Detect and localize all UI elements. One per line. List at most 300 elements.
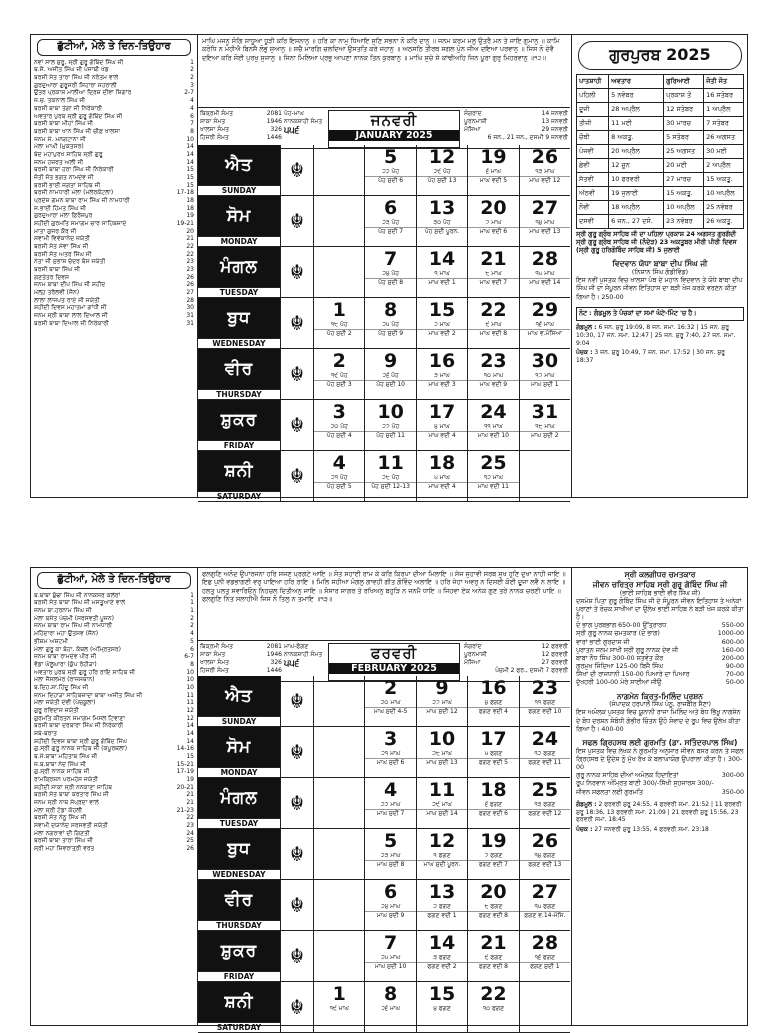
weekday-english: SUNDAY xyxy=(198,716,280,726)
event-date: 25 xyxy=(186,837,194,845)
event-name: ਸ਼ਹੀਦੀ ਦਿਵਸ ਬਾਬਾ ਸ੍ਰੀ ਗੁਰੂ ਗੋਬਿੰਦ ਸਿੰਘ xyxy=(34,737,127,745)
event-name: ਭੀਸ਼ਮ ਅਸ਼ਟਮੀ xyxy=(34,637,69,645)
gurpurab-table xyxy=(576,74,744,229)
desi-date: ੨੫ ਪੋਹ xyxy=(382,321,399,328)
event-name: ਗੁਰਦੁਆਰਾ ਮੇਲਾ ਫ਼ਿਰੋਜ਼ਪੁਰ xyxy=(34,212,93,220)
special-date-value: 29 ਜਨਵਰੀ xyxy=(541,126,568,133)
event-item xyxy=(31,89,197,97)
desi-date: ੧੬ ਮਾਘ xyxy=(535,321,554,328)
event-name: ਜਨਮ ਦਿਹਾੜਾ ਸਾਹਿਬਜ਼ਾਦਾ ਬਾਬਾ ਅਜੀਤ ਸਿੰਘ ਜੀ xyxy=(34,691,143,699)
panchak-times: 27 ਜਨਵਰੀ ਸ਼ੁਰੂ 13:55, 4 ਫਰਵਰੀ ਸਮਾ. 23:18 xyxy=(594,826,709,834)
gregorian-date: 15 xyxy=(428,299,456,321)
table-cell: ਦੂਜੀ xyxy=(577,102,609,116)
lunar-date: ਪੋਹ ਸੁਦੀ 13 xyxy=(417,176,467,185)
desi-date: ੨੪ ਪੋਹ xyxy=(382,270,399,277)
lunar-date: ਪੋਹ ਸੁਦੀ ਪੂਰਨ. xyxy=(417,227,467,236)
week-day-row xyxy=(198,451,570,502)
gregorian-date: 1 xyxy=(332,299,346,321)
event-date: 21-23 xyxy=(176,806,194,814)
event-item xyxy=(31,661,197,669)
event-date: 18 xyxy=(186,196,194,204)
samvat-year: 326 xyxy=(270,126,282,133)
event-name: ਬਰਸੀ ਬਾਬਾ ਦਰਬਾਰਾ ਸਿੰਘ ਜੀ ਨਿਰੰਕਾਰੀ xyxy=(34,722,124,730)
event-date: 14 xyxy=(186,737,194,745)
event-name: ਬਰਸੀ ਬਾਬਾ ਤਾਰਾ ਸਿੰਘ ਜੀ xyxy=(34,837,93,845)
weekday-english: THURSDAY xyxy=(198,389,280,399)
event-date: 14 xyxy=(186,729,194,737)
event-item xyxy=(31,768,197,776)
event-date: 10 xyxy=(186,135,194,143)
date-cell xyxy=(520,931,570,981)
gregorian-date: 9 xyxy=(383,350,398,372)
event-date: 6 xyxy=(190,112,194,120)
event-date: 15 xyxy=(186,181,194,189)
samvat-row xyxy=(200,126,282,134)
khanda-icon: ☬ xyxy=(281,931,314,981)
desi-date: ੯ ਫਗਣ xyxy=(484,954,503,961)
lunar-date: ਮਾਘ ਸੁਦੀ 14 xyxy=(417,809,467,818)
table-cell: ਚੌਥੀ xyxy=(577,130,609,144)
desi-date: ੨੧ ਪੋਹ xyxy=(330,474,348,481)
table-cell: ਨੌਵੀਂ xyxy=(577,200,609,214)
lunar-date: ਮਾਘ ਸੁਦੀ 9 xyxy=(365,911,415,920)
gregorian-date: 3 xyxy=(383,728,398,750)
event-item xyxy=(31,174,197,182)
event-name: ਬਰਸੀ ਸੰਤ ਨੰਨੂ ਸਿੰਘ ਜੀ xyxy=(34,814,87,822)
table-cell: ਪਹਿਲੀ xyxy=(577,88,609,102)
date-cell xyxy=(520,196,570,246)
month-range-box xyxy=(284,643,328,669)
event-item xyxy=(31,97,197,105)
event-date: 12 xyxy=(186,714,194,722)
event-date: 21 xyxy=(186,235,194,243)
special-date-row xyxy=(464,110,568,118)
lunar-date: ਫਗਣ ਵਦੀ 11 xyxy=(520,758,570,767)
event-name: ਪ੍ਰਦੇਸ਼ ਗਮਨ ਬਾਬਾ ਰਾਮ ਸਿੰਘ ਜੀ ਨਾਮਧਾਰੀ xyxy=(34,196,130,204)
lunar-date: ਮਾਘ ਵਦੀ 13 xyxy=(520,227,570,236)
event-item xyxy=(31,761,197,769)
table-row xyxy=(577,158,744,172)
table-cell: 25 ਨਵੰਬਰ xyxy=(704,200,744,214)
event-date: 22 xyxy=(186,814,194,822)
event-item xyxy=(31,646,197,654)
event-name: ਬਰਸੀ ਬਾਬਾ ਸਿੰਘ ਜੀ xyxy=(34,265,81,273)
event-name: ਬੰਦ ਮਹਾਪੁਰਖ ਸਾਹਿਬ ਸ੍ਰੀ ਗੁਰੂ xyxy=(34,150,103,158)
event-item xyxy=(31,730,197,738)
date-cell xyxy=(520,400,570,450)
weekday-label xyxy=(198,727,281,777)
month-range-box xyxy=(284,110,328,136)
gregorian-date: 4 xyxy=(383,779,398,801)
book-name: ਦੁੱਖਹਰੀ 100-00 ਮੇਰੇ ਸਾਈਆਂ ਜੀਉ xyxy=(576,679,662,687)
special-date-row xyxy=(464,659,568,667)
event-name: ਸ਼ਹੀਦੀ ਗੁਰਮਤਿ ਸਮਾਗਮ ਚਾਰ ਸਾਹਿਬਜ਼ਾਦੇ xyxy=(34,219,127,227)
gurpurab-note: ਸ੍ਰੀ ਗੁਰੂ ਗ੍ਰੰਥ ਸਾਹਿਬ ਜੀ ਦਾ ਪਹਿਲਾ ਪ੍ਰਕਾਸ਼ 24 ਅਗਸਤ ਗੁਰਗੱਦੀ ਸ੍ਰੀ ਗੁਰੂ ਗ੍ਰੰਥ ਸਾਹਿਬ ਜੀ (ਨੰਦੇੜ) 23 ਅਕਤੂਬਰ ਮੀਰੀ ਪੀਰੀ ਦਿਵਸ (ਸ੍ਰੀ ਗੁਰੂ ਹਰਿਗੋਬਿੰਦ ਸਾਹਿਬ ਜੀ) 5 ਜੁਲਾਈ xyxy=(576,230,737,255)
event-name: ਨੇਤਾ ਜੀ ਸੁਭਾਸ਼ ਚੰਦਰ ਬੋਸ ਜਯੰਤੀ xyxy=(34,258,106,266)
date-cell xyxy=(468,931,519,981)
samvat-row xyxy=(200,134,282,142)
gandmool-label: ਗੰਡਮੂਲ : xyxy=(576,800,597,808)
event-item xyxy=(31,166,197,174)
table-cell: ਪ੍ਰਕਾਸ਼ ਤੋਂ xyxy=(664,88,704,102)
lunar-date: ਫਗਣ ਵਦੀ 12 xyxy=(520,809,570,818)
book-price: 300-00 xyxy=(721,772,744,780)
date-cell xyxy=(365,727,416,777)
gregorian-date: 7 xyxy=(383,248,398,270)
event-name: ਮੇਲਾ ਸ੍ਰੀ ਟੋਡਾ ਕੋਹਲੀ xyxy=(34,806,83,814)
lunar-date: ਮਾਘ ਸੁਦੀ 4-5 xyxy=(365,707,415,716)
date-cell xyxy=(468,400,519,450)
date-cell xyxy=(520,982,570,1032)
book-price: 90-00 xyxy=(725,663,744,671)
gregorian-date: 6 xyxy=(383,197,398,219)
event-date: 21 xyxy=(186,798,194,806)
date-cell xyxy=(468,676,519,726)
price-row xyxy=(576,639,744,647)
event-date: 4 xyxy=(190,104,194,112)
table-cell: 12 ਸਤੰਬਰ xyxy=(664,102,704,116)
date-cell xyxy=(520,727,570,777)
event-date: 19 xyxy=(186,212,194,220)
date-cell xyxy=(417,676,468,726)
khanda-icon: ☬ xyxy=(281,982,314,1032)
special-date-value: 12 ਫਰਵਰੀ xyxy=(541,643,568,650)
lunar-date: ਮਾਘ ਵਦੀ 8 xyxy=(468,329,518,338)
event-item xyxy=(31,738,197,746)
desi-date: ੨੯ ਮਾਘ xyxy=(432,801,452,808)
week-day-row xyxy=(198,880,570,931)
event-name: ਬ.ਸੈ. ਅਜੀਤ ਸਿੰਘ ਜੀ ਪੰਜਾਬੀ ਖੇਡ xyxy=(34,66,109,74)
date-cell xyxy=(314,880,365,930)
desi-date: ੨ ਮਾਘ xyxy=(434,321,450,328)
month-title xyxy=(328,110,460,148)
event-date: 6-7 xyxy=(184,653,194,661)
date-cell xyxy=(365,676,416,726)
table-cell: 10 ਫਰਵਰੀ xyxy=(609,172,664,186)
khanda-icon: ☬ xyxy=(281,349,314,399)
book-price: 550-00 xyxy=(721,622,744,630)
lunar-date: ਪੋਹ ਸੁਦੀ 2 xyxy=(314,329,364,338)
event-name: ਜਨਮ ਸੰ. ਮਨਗਟਾਨਾ ਜੀ xyxy=(34,135,86,143)
event-name: ਸਵਾਮੀ ਵਿਵੇਕਾਨੰਦ ਜਯੰਤੀ xyxy=(34,235,90,243)
event-date: 19 xyxy=(186,775,194,783)
weekday-label xyxy=(198,400,281,450)
desi-date: ੩ ਫਗਣ xyxy=(433,954,451,961)
desi-date: ੧੫ ਫਗਣ xyxy=(534,903,556,910)
book-name: ਸਿੱਖਾਂ ਦੀ ਰਾਜਧਾਨੀ 150-00 ਪਿਆਰੇ ਦਾ ਪਿਆਰ xyxy=(576,671,690,679)
table-cell: 12 ਜੂਨ xyxy=(609,158,664,172)
desi-date: ੮ ਮਾਘ xyxy=(485,270,502,277)
date-cell xyxy=(365,982,416,1032)
event-name: ਬਰਸੀ ਸੰਤ ਸੇਵਾ ਸਿੰਘ ਜੀ xyxy=(34,242,89,250)
event-date: 1 xyxy=(190,591,194,599)
table-cell: 25 ਅਗਸਤ xyxy=(664,144,704,158)
desi-date: ੫ ਫਗਣ xyxy=(484,750,503,757)
table-cell: 20 ਅਪ੍ਰੈਲ xyxy=(609,144,664,158)
weekday-label xyxy=(198,829,281,879)
samvat-label: ਖਾਲਸਾ ਸੰਮਤ xyxy=(200,659,229,666)
panchak-block xyxy=(576,826,744,834)
event-name: ਜਨਮ ਬਾ.ਹਰਨਾਮ ਸਿੰਘ ਜੀ xyxy=(34,607,92,615)
event-name: ਮੇਲਾ ਨਗਰਾਵਾਂ ਦੀ ਗਿਣਤੀ xyxy=(34,829,90,837)
table-cell: 8 ਅਕਤੂ. xyxy=(609,130,664,144)
khanda-icon: ☬ xyxy=(281,451,314,501)
gregorian-date: 15 xyxy=(428,983,456,1005)
lunar-date: ਮਾਘ ਸੁਦੀ 8 xyxy=(365,860,415,869)
date-cell xyxy=(365,451,416,501)
table-row xyxy=(577,102,744,116)
month-title-gurmukhi: ਫਰਵਰੀ xyxy=(370,644,418,662)
special-date-value: ਪੰਚਮੀ 2 ਫਰ., ਦਸਮੀ 7 ਫਰਵਰੀ xyxy=(495,667,568,674)
event-name: ਮਹਿੰਦਾਰਾ ਮਹਾ ਉਤਸਵ (ਜੈਨ) xyxy=(34,630,99,638)
event-item xyxy=(31,830,197,838)
gregorian-date: 26 xyxy=(531,830,559,852)
weekday-label xyxy=(198,676,281,726)
event-date: 10 xyxy=(186,668,194,676)
event-name: ਜਨਮ ਬਾਬਾ ਰਾਮਦੇਵ ਪੀਰ ਜੀ xyxy=(34,653,97,661)
lunar-date: ਫਗਣ ਵਦੀ 13 xyxy=(520,860,570,869)
book-price: 350-00 xyxy=(721,788,744,796)
event-name: ਬਰਸੀ ਬਾਬਾ ਹਰਾ ਸਿੰਘ ਜੀ ਨਿਰੰਕਾਰੀ xyxy=(34,166,114,174)
desi-date: ੧੨ ਫਗਣ xyxy=(534,750,556,757)
book-author: (ਭਾਈ ਸਾਹਿਬ ਭਾਈ ਵੀਰ ਸਿੰਘ ਜੀ) xyxy=(619,589,701,597)
gregorian-date: 13 xyxy=(428,197,456,219)
samvat-year: 2081 xyxy=(266,643,282,650)
gregorian-date: 27 xyxy=(531,197,559,219)
date-cell xyxy=(314,298,365,348)
gregorian-date: 16 xyxy=(428,350,456,372)
event-name: ਸ਼ਬੇ-ਬਰਾਤ xyxy=(34,729,57,737)
panchak-label: ਪੰਚਕ : xyxy=(576,349,593,357)
date-cell xyxy=(365,931,416,981)
event-item xyxy=(31,251,197,259)
event-name: ਨਵਾਂ ਸਾਲ ਸ਼ੁਰੂ, ਸ੍ਰੀ ਗੁਰੂ ਗੋਬਿੰਦ ਸਿੰਘ ਜੀ xyxy=(34,58,124,66)
samvat-row xyxy=(200,667,282,675)
gregorian-date: 10 xyxy=(377,401,404,423)
lunar-date: ਮਾਘ ਸੁਦੀ 12 xyxy=(417,707,467,716)
event-name: ਜੋਤੀ ਜੋਤ ਭਗਤ ਨਾਮਦੇਵ ਜੀ xyxy=(34,173,94,181)
table-cell: 27 ਮਾਰਚ xyxy=(664,172,704,186)
book-name: ਗੁਰੂ ਨਾਨਕ ਸਾਹਿਬ ਦੀਆਂ ਅਮੋਲਕ ਹਿਦਾਇਤਾਂ xyxy=(576,772,679,780)
event-name: ਗੁ.ਸ੍ਰੀ ਨਾਨਕ ਸਾਹਿਬ ਜੀ xyxy=(34,768,90,776)
event-date: 20-21 xyxy=(176,783,194,791)
weekday-english: MONDAY xyxy=(198,236,280,246)
panchak-times: 3 ਜਨ. ਸ਼ੁਰੂ 10:49, 7 ਜਨ. ਸਮਾ. 17:52 | 30 ਜਨ. ਸ਼ੁਰੂ 18:37 xyxy=(576,349,725,365)
event-date: 2 xyxy=(190,614,194,622)
special-date-label: ਸੰਗਰਾਂਦ xyxy=(464,110,482,117)
desi-date: ੪ ਫਗਣ xyxy=(484,699,503,706)
event-name: ਵੱਡਾ ਘੱਲੂਘਾਰਾ (ਕੁੱਪ ਰੋਹੀੜਾ) xyxy=(34,660,97,668)
event-date: 14 xyxy=(186,143,194,151)
gregorian-date: 1 xyxy=(332,983,346,1005)
event-date: 3 xyxy=(190,81,194,89)
table-row xyxy=(577,88,744,102)
special-date-label: ਸੰਗਰਾਂਦ xyxy=(464,643,482,650)
lunar-date: ਫਗਣ ਵਦੀ 1 xyxy=(417,911,467,920)
table-cell: ਛੇਵੀਂ xyxy=(577,158,609,172)
weekday-gurmukhi: ਸ਼ੁਕਰ xyxy=(198,400,280,440)
event-name: ਜਨਮ ਬਾਬਾ ਰਾਮ ਸਿੰਘ ਜੀ ਨਾਮਧਾਰੀ xyxy=(34,622,113,630)
gregorian-date: 26 xyxy=(531,146,559,168)
january-calendar-page xyxy=(30,34,748,501)
event-item xyxy=(31,189,197,197)
event-item xyxy=(31,615,197,623)
event-name: ਸ੍ਰੀ ਮਹਾ ਸ਼ਿਵਰਾਤ੍ਰੀ ਵਰਤ xyxy=(34,844,95,852)
date-cell xyxy=(314,676,365,726)
book-price: 1000-00 xyxy=(717,630,744,638)
lunar-date: ਮਾਘ ਵਦੀ 6 xyxy=(468,227,518,236)
book-author: (ਨਿਸ਼ਾਨ ਸਿੰਘ ਗੰਡੀਵਿੰਡ) xyxy=(631,269,689,277)
table-cell: ਪੰਜਵੀਂ xyxy=(577,144,609,158)
scripture-quote: ਫਲਗੁਣਿ ਅਨੰਦ ਉਪਾਰਜਨਾ ਹਰਿ ਸਜਣ ਪ੍ਰਗਟੇ ਆਇ ॥ ਸੰਤ ਸਹਾਈ ਰਾਮ ਕੇ ਕਰਿ ਕਿਰਪਾ ਦੀਆ ਮਿਲਾਇ ॥ ਸੇਜ ਸੁਹਾਵੀ ਸਰਬ ਸੁਖ ਹੁਣਿ ਦੁਖਾ ਨਾਹੀ ਜਾਇ ॥ ਇਛ ਪੁਨੀ ਵਡਭਾਗਣੀ ਵਰੁ ਪਾਇਆ ਹਰਿ ਰਾਇ ॥ ਮਿਲਿ ਸਹੀਆ ਮੰਗਲੁ ਗਾਵਹੀ ਗੀਤ ਗੋਵਿੰਦ ਅਲਾਇ ॥ ਹਰਿ ਜੇਹਾ ਅਵਰੁ ਨ ਦਿਸਈ ਕੋਈ ਦੂਜਾ ਲਵੈ ਨ ਲਾਇ ॥ ਹਲਤੁ ਪਲਤੁ ਸਵਾਰਿਓਨੁ ਨਿਹਚਲ ਦਿਤੀਅਨੁ ਜਾਇ ॥ ਸੰਸਾਰ ਸਾਗਰ ਤੇ ਰਖਿਅਨੁ ਬਹੁੜਿ ਨ ਜਨਮੈ ਧਾਇ ॥ ਜਿਹਵਾ ਏਕ ਅਨੇਕ ਗੁਣ ਤਰੇ ਨਾਨਕ ਚਰਣੀ ਪਾਇ ॥ ਫਲਗੁਣਿ ਨਿਤ ਸਲਾਹੀਐ ਜਿਸ ਨੋ ਤਿਲੁ ਨ ਤਮਾਇ ॥੧੩॥ xyxy=(198,568,570,641)
weekday-label xyxy=(198,880,281,930)
gandmool-block xyxy=(576,324,744,347)
week-day-row xyxy=(198,400,570,451)
gregorian-date: 23 xyxy=(531,677,559,699)
date-cell xyxy=(365,145,416,195)
event-item xyxy=(31,243,197,251)
lunar-date: ਮਾਘ ਸੁਦੀ 7 xyxy=(365,809,415,818)
date-cell xyxy=(314,829,365,879)
gregorian-date: 7 xyxy=(383,932,398,954)
gandmool-times: 2 ਫਰਵਰੀ ਸ਼ੁਰੂ 24:55, 4 ਫਰਵਰੀ ਸਮਾ. 21:52 | 11 ਫਰਵਰੀ ਸ਼ੁਰੂ 18:36, 13 ਫਰਵਰੀ ਸਮਾ. 21:09 | 21 ਫਰਵਰੀ ਸ਼ੁਰੂ 15:56, 23 ਫਰਵਰੀ ਸਮਾ. 18:45 xyxy=(576,800,742,824)
event-item xyxy=(31,128,197,136)
event-item xyxy=(31,281,197,289)
gurpurab-column xyxy=(571,35,748,497)
special-date-value: 14 ਜਨਵਰੀ xyxy=(541,110,568,117)
weekday-english: FRIDAY xyxy=(198,440,280,450)
event-date: 1 xyxy=(190,607,194,615)
khanda-icon: ☬ xyxy=(281,676,314,726)
date-cell xyxy=(365,829,416,879)
book-price: 50-00 xyxy=(725,679,744,687)
event-item xyxy=(31,699,197,707)
gregorian-date: 22 xyxy=(480,983,507,1005)
special-dates xyxy=(464,110,568,142)
samvat-row xyxy=(200,643,282,651)
event-date: 1 xyxy=(190,599,194,607)
gurpurab-header: ਅਵਤਾਰ xyxy=(609,74,664,88)
desi-date: ੩੦ ਪੋਹ xyxy=(433,219,451,226)
desi-date: ੨੨ ਮਾਘ xyxy=(380,801,401,808)
week-day-row xyxy=(198,247,570,298)
event-item xyxy=(31,274,197,282)
weekday-english: TUESDAY xyxy=(198,818,280,828)
desi-date: ੨੬ ਮਾਘ xyxy=(381,1005,401,1012)
event-item xyxy=(31,66,197,74)
lunar-date: ਮਾਘ ਵਦੀ 4 xyxy=(417,431,467,440)
desi-date: ੨ ਫਗਣ xyxy=(433,903,451,910)
desi-date: ੨੪ ਮਾਘ xyxy=(380,903,401,910)
date-cell xyxy=(468,349,519,399)
special-dates xyxy=(464,643,568,675)
event-item xyxy=(31,258,197,266)
event-date: 2-7 xyxy=(184,89,194,97)
book-title: ਜੀਵਨ ਚਰਿਤ੍ਰ ਸਾਹਿਬ ਸ੍ਰੀ ਗੁਰੂ ਗੋਬਿੰਦ ਸਿੰਘ ਜੀ xyxy=(592,579,728,589)
event-item xyxy=(31,105,197,113)
table-cell: 2 ਅਪ੍ਰੈਲ xyxy=(704,158,744,172)
event-date: 14 xyxy=(186,158,194,166)
lunar-date: ਪੋਹ ਸੁਦੀ 10 xyxy=(365,380,415,389)
weekday-label xyxy=(198,451,281,501)
gandmool-label: ਗੰਡਮੂਲ : xyxy=(576,323,597,331)
week-day-row xyxy=(198,982,570,1033)
desi-date: ੧੪ ਮਾਘ xyxy=(535,219,555,226)
gregorian-date: 4 xyxy=(332,452,346,474)
date-cell xyxy=(468,982,519,1032)
event-name: ਮੇਲ੍ਹ ਤਰੈਲਵੀ (ਜੈਨ) xyxy=(34,288,80,296)
desi-date: ੨੯ ਪੋਹ xyxy=(433,168,451,175)
february-calendar-page xyxy=(30,567,748,1032)
date-cell xyxy=(417,982,468,1032)
lunar-date: ਮਾਘ ਸੁਦੀ 2 xyxy=(520,431,570,440)
event-item xyxy=(31,814,197,822)
table-cell: 10 ਅਪ੍ਰੈਲ xyxy=(664,200,704,214)
desi-date: ੧੧ ਫਗਣ xyxy=(534,699,556,706)
event-name: ਬਰਸੀ ਬਾਬਾ ਤੇਗਾ ਜੀ ਨਿਰੰਕਾਰੀ xyxy=(34,104,103,112)
events-column xyxy=(31,35,198,497)
weekday-label xyxy=(198,145,281,195)
event-date: 2 xyxy=(190,66,194,74)
event-date: 22 xyxy=(186,250,194,258)
event-date: 11 xyxy=(186,699,194,707)
samvat-label: ਹਿਜਰੀ ਸੰਮਤ xyxy=(200,134,229,141)
event-date: 23 xyxy=(186,821,194,829)
event-name: ਅਵਤਾਰ ਪੁਰਬ ਸ੍ਰੀ ਗੁਰੂ ਹਰਿ ਰਾਇ ਸਾਹਿਬ ਜੀ xyxy=(34,668,136,676)
weekday-gurmukhi: ਮੰਗਲ xyxy=(198,778,280,818)
weekday-gurmukhi: ਬੁਧ xyxy=(198,829,280,869)
event-date: 4 xyxy=(190,630,194,638)
event-date: 23 xyxy=(186,258,194,266)
event-item xyxy=(31,151,197,159)
gregorian-date: 8 xyxy=(383,983,398,1005)
event-date: 23 xyxy=(186,265,194,273)
date-cell xyxy=(468,196,519,246)
event-item xyxy=(31,707,197,715)
event-item xyxy=(31,715,197,723)
gregorian-date: 25 xyxy=(531,779,559,801)
weekday-gurmukhi: ਐਤ xyxy=(198,145,280,185)
gregorian-date: 22 xyxy=(480,299,507,321)
event-name: ਬਰਸੀ ਸੰਤ ਤਾਰਾ ਸਿੰਘ ਜੀ ਨਰੋਤਮ ਵਾਲੇ xyxy=(34,74,119,82)
weekday-gurmukhi: ਸ਼ਨੀ xyxy=(198,982,280,1022)
event-item xyxy=(31,630,197,638)
desi-date: ੧੦ ਮਾਘ xyxy=(483,372,504,379)
book-promo-safal xyxy=(572,736,748,799)
panchak-block xyxy=(576,349,744,365)
time-note: ਨੋਟ : ਗੰਡਮੂਲ ਤੇ ਪੰਚਕਾਂ ਦਾ ਸਮਾਂ ਘੰਟੇ-ਮਿੰਟ 'ਚ ਹੈ। xyxy=(576,307,744,321)
gregorian-date: 20 xyxy=(480,197,507,219)
lunar-date: ਪੋਹ ਸੁਦੀ 12-13 xyxy=(365,482,415,491)
lunar-date: ਫਗਣ ਸੁਦੀ 1 xyxy=(520,962,570,971)
table-cell: 26 ਅਗਸਤ xyxy=(704,130,744,144)
lunar-date: ਮਾਘ ਵਦੀ 1 xyxy=(417,278,467,287)
date-cell xyxy=(417,727,468,777)
table-cell: 15 ਅਕਤੂ. xyxy=(664,186,704,200)
desi-date: ੨੩ ਪੋਹ xyxy=(382,219,400,226)
weekday-gurmukhi: ਸ਼ਨੀ xyxy=(198,451,280,491)
event-name: ਮੇਲਾ ਗੁਰੂ ਕਾ ਬੋਹਾ, ਕੱਥਲ (ਅੰਮ੍ਰਿਤਸਰ) xyxy=(34,645,121,653)
date-cell xyxy=(365,400,416,450)
special-date-label: ਪੂਰਨਮਾਸ਼ੀ xyxy=(464,118,487,125)
khanda-icon: ☬ xyxy=(281,727,314,777)
lunar-date: ਮਾਘ ਵਦੀ 9 xyxy=(468,380,518,389)
event-item xyxy=(31,653,197,661)
date-grid xyxy=(198,145,570,502)
book-price: 160-00 xyxy=(721,646,744,654)
desi-date: ੧੨ ਮਾਘ xyxy=(483,474,503,481)
event-date: 26 xyxy=(186,281,194,289)
